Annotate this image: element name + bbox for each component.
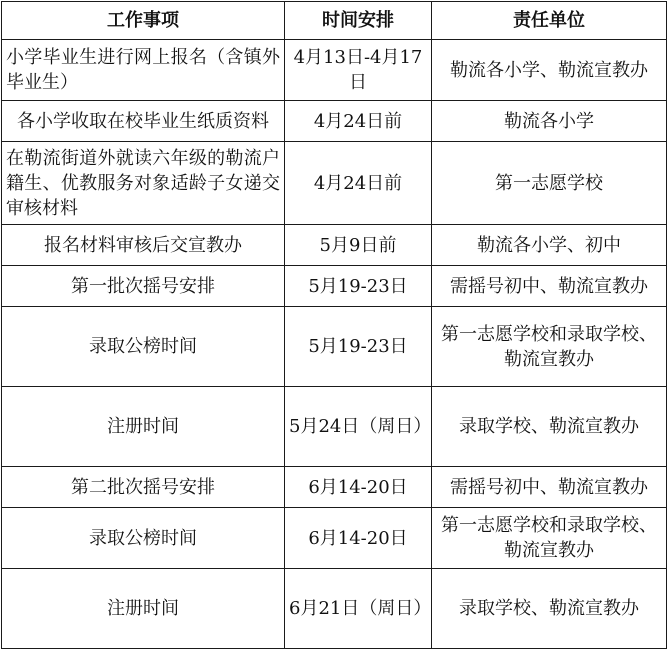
table-row [2, 225, 667, 266]
table-row [2, 569, 667, 649]
table-row [2, 307, 667, 387]
cell-unit: 需摇号初中、勒流宣教办 [432, 467, 667, 508]
table-row [2, 467, 667, 508]
table-row [2, 101, 667, 142]
cell-time: 5月24日（周日） [285, 387, 432, 467]
cell-unit: 勒流各小学、勒流宣教办 [432, 40, 667, 101]
header-time: 时间安排 [285, 2, 432, 40]
table-row [2, 142, 667, 225]
cell-item: 报名材料审核后交宣教办 [2, 225, 285, 266]
cell-unit: 第一志愿学校和录取学校、勒流宣教办 [432, 307, 667, 387]
cell-time: 4月24日前 [285, 101, 432, 142]
cell-item: 第一批次摇号安排 [2, 266, 285, 307]
table-header-row [2, 2, 667, 40]
header-item: 工作事项 [2, 2, 285, 40]
cell-time: 4月13日-4月17日 [285, 40, 432, 101]
table-row [2, 387, 667, 467]
header-unit: 责任单位 [432, 2, 667, 40]
table-row [2, 40, 667, 101]
table-row [2, 508, 667, 569]
cell-item: 注册时间 [2, 569, 285, 649]
cell-time: 6月14-20日 [285, 508, 432, 569]
cell-unit: 第一志愿学校和录取学校、勒流宣教办 [432, 508, 667, 569]
cell-unit: 勒流各小学 [432, 101, 667, 142]
cell-item: 第二批次摇号安排 [2, 467, 285, 508]
cell-time: 6月21日（周日） [285, 569, 432, 649]
cell-unit: 需摇号初中、勒流宣教办 [432, 266, 667, 307]
cell-time: 5月19-23日 [285, 307, 432, 387]
cell-item: 注册时间 [2, 387, 285, 467]
cell-time: 6月14-20日 [285, 467, 432, 508]
cell-item: 录取公榜时间 [2, 307, 285, 387]
table-row [2, 266, 667, 307]
enrollment-schedule-table [1, 1, 667, 649]
cell-item: 各小学收取在校毕业生纸质资料 [2, 101, 285, 142]
cell-item: 录取公榜时间 [2, 508, 285, 569]
cell-unit: 勒流各小学、初中 [432, 225, 667, 266]
cell-item: 小学毕业生进行网上报名（含镇外毕业生） [2, 40, 285, 101]
cell-unit: 录取学校、勒流宣教办 [432, 569, 667, 649]
cell-unit: 录取学校、勒流宣教办 [432, 387, 667, 467]
cell-time: 5月9日前 [285, 225, 432, 266]
cell-time: 4月24日前 [285, 142, 432, 225]
cell-time: 5月19-23日 [285, 266, 432, 307]
cell-unit: 第一志愿学校 [432, 142, 667, 225]
cell-item: 在勒流街道外就读六年级的勒流户籍生、优教服务对象适龄子女递交审核材料 [2, 142, 285, 225]
